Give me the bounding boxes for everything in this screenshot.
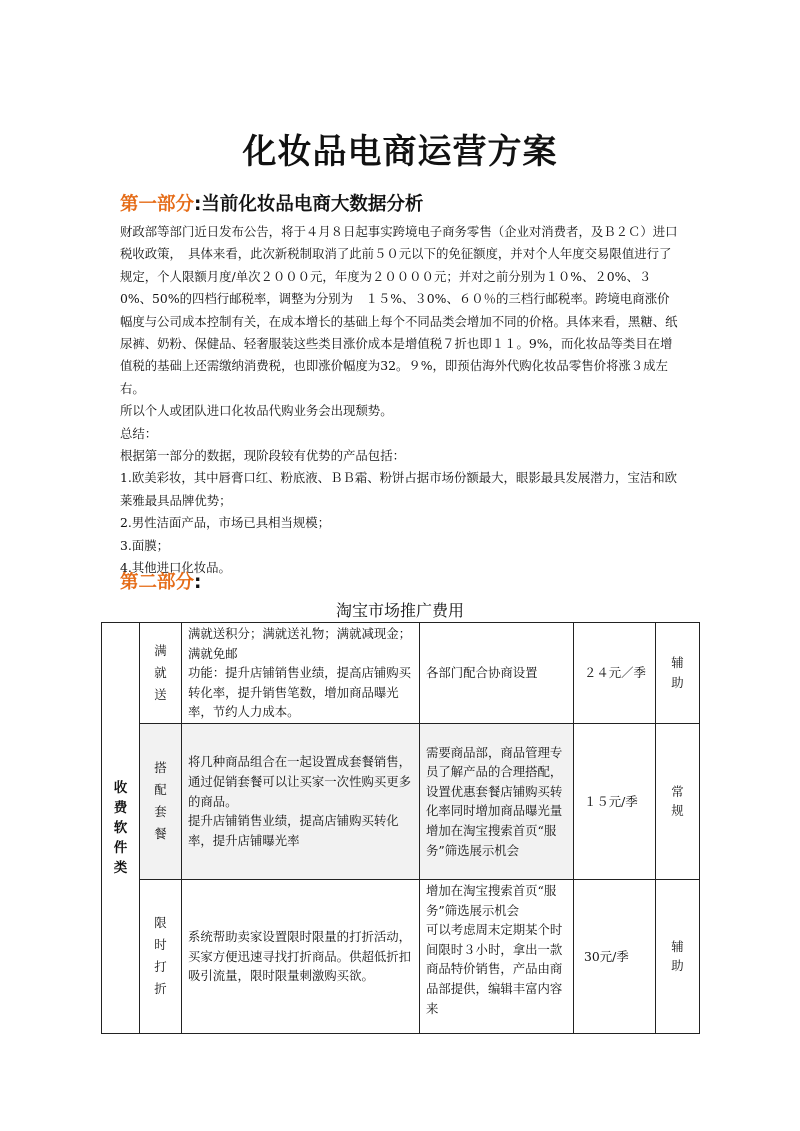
list-item-4: 4.其他进口化妆品。 bbox=[120, 560, 231, 576]
table-row bbox=[102, 623, 700, 724]
section-2-heading bbox=[120, 568, 201, 594]
list-item-1: 1.欧美彩妆，其中唇膏口红、粉底液、ＢＢ霜、粉饼占据市场份额最大，眼影最具发展潜力，宝洁和欧莱雅最具品牌优势； bbox=[120, 470, 678, 508]
paragraph-conclusion: 所以个人或团队进口化妆品代购业务会出现颓势。 bbox=[120, 403, 393, 419]
section-2-label: 第二部分 bbox=[120, 572, 195, 593]
row-name-cell: 搭 配 套 餐 bbox=[140, 723, 182, 879]
row-tag-cell: 辅 助 bbox=[656, 623, 700, 724]
row-price-cell: 30元/季 bbox=[574, 879, 656, 1033]
paragraph-policy: 财政部等部门近日发布公告，将于４月８日起事实跨境电子商务零售（企业对消费者，及Ｂ２Ｃ）进口税收政策， 具体来看，此次新税制取消了此前５０元以下的免征额度，并对个人年度交易限值进行了规定，个人限额月度/单次２０００元，年度为２００００元；并对之前分别为１０%、２0%、３0%、50%的四档行邮税率，调整为分别为 １５%、３0%、６０％的三档行邮税率。跨境电商涨价幅度与公司成本控制有关，在成本增长的基础上每个不同品类会增加不同的价格。具体来看，黑糖、纸尿裤、奶粉、保健品、轻奢服装这些类目涨价成本是增值税７折也即１１。9%，而化妆品等类目在增值税的基础上还需缴纳消费税，也即涨价幅度为32。９%，即预估海外代购化妆品零售价将涨３成左右。 bbox=[120, 224, 678, 396]
list-item-2: 2.男性洁面产品，市场已具相当规模； bbox=[120, 515, 331, 531]
row-description-cell: 满就送积分；满就送礼物；满就减现金；满就免邮 功能：提升店铺销售业绩，提高店铺购买转化率，提升销售笔数，增加商品曝光率，节约人力成本。 bbox=[182, 623, 420, 724]
paragraph-summary-intro: 根据第一部分的数据，现阶段较有优势的产品包括： bbox=[120, 448, 405, 464]
row-name-cell: 限 时 打 折 bbox=[140, 879, 182, 1033]
table-title: 淘宝市场推广费用 bbox=[335, 601, 464, 620]
list-item-3: 3.面膜； bbox=[120, 537, 169, 553]
category-cell: 收 费 软 件 类 bbox=[102, 623, 140, 1034]
row-note-cell: 各部门配合协商设置 bbox=[420, 623, 574, 724]
row-tag-cell: 辅 助 bbox=[656, 879, 700, 1033]
row-price-cell: １５元/季 bbox=[574, 723, 656, 879]
section-1-title: :当前化妆品电商大数据分析 bbox=[194, 194, 424, 215]
section-1-heading bbox=[120, 190, 423, 216]
table-row bbox=[102, 723, 700, 879]
row-note-cell: 增加在淘宝搜索首页“服务”筛选展示机会 可以考虑周末定期某个时间限时３小时，拿出一款商品特价销售，产品由商品部提供，编辑丰富内容来 bbox=[420, 879, 574, 1033]
row-name-cell: 满 就 送 bbox=[140, 623, 182, 724]
row-description-cell: 将几种商品组合在一起设置成套餐销售，通过促销套餐可以让买家一次性购买更多的商品。 提升店铺销售业绩，提高店铺购买转化率，提升店铺曝光率 bbox=[182, 723, 420, 879]
table-row bbox=[102, 879, 700, 1033]
document-title: 化妆品电商运营方案 bbox=[242, 132, 558, 172]
row-note-cell: 需要商品部，商品管理专员了解产品的合理搭配，设置优惠套餐店铺购买转化率同时增加商品曝光量增加在淘宝搜索首页“服务”筛选展示机会 bbox=[420, 723, 574, 879]
section-1-body bbox=[120, 221, 680, 580]
paragraph-summary-label: 总结： bbox=[120, 425, 158, 441]
row-tag-cell: 常 规 bbox=[656, 723, 700, 879]
promotion-fee-table bbox=[101, 622, 700, 1034]
row-description-cell: 系统帮助卖家设置限时限量的打折活动，买家方便迅速寻找打折商品。供超低折扣吸引流量，限时限量刺激购买欲。 bbox=[182, 879, 420, 1033]
section-1-label: 第一部分 bbox=[120, 194, 195, 215]
section-2-colon: : bbox=[194, 572, 202, 593]
row-price-cell: ２４元／季 bbox=[574, 623, 656, 724]
